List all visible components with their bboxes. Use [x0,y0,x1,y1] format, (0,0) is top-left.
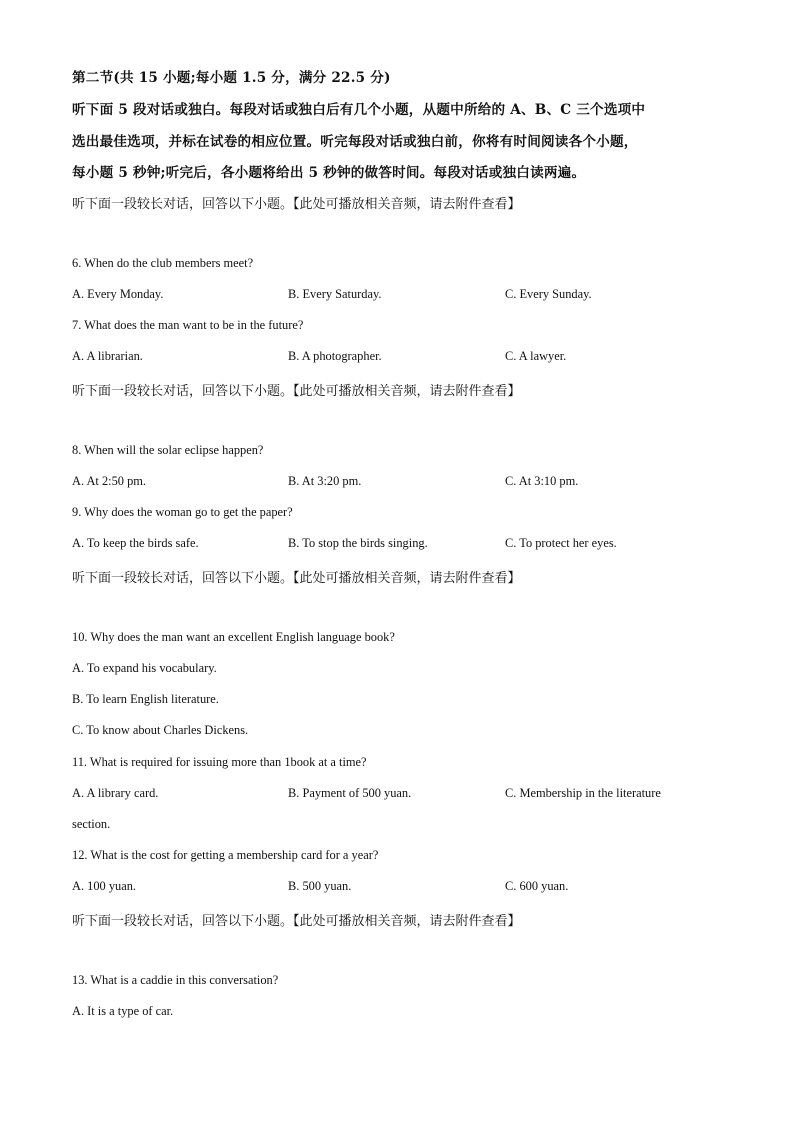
option-a: A. To keep the birds safe. [72,536,199,550]
question-13-option-a: A. It is a type of car. [72,1004,174,1018]
option-c: C. At 3:10 pm. [505,474,579,488]
question-6: 6. When do the club members meet? [72,256,254,270]
question-8-options [72,474,712,492]
section-title: 第二节(共 15 小题;每小题 1.5 分，满分 22.5 分) [72,70,391,86]
question-12-options [72,879,712,897]
question-11-option-c-continued: section. [72,817,111,831]
option-c: C. 600 yuan. [505,879,569,893]
audio-note: 听下面一段较长对话，回答以下小题。【此处可播放相关音频，请去附件查看】 [72,197,521,212]
instruction-line-1: 听下面 5 段对话或独白。每段对话或独白后有几个小题，从题中所给的 A、B、C 三个选项中 [72,102,646,118]
option-a: A. At 2:50 pm. [72,474,147,488]
question-7-options [72,349,712,367]
option-a: A. A library card. [72,786,159,800]
option-c: C. A lawyer. [505,349,567,363]
audio-note: 听下面一段较长对话，回答以下小题。【此处可播放相关音频，请去附件查看】 [72,914,521,929]
instruction-line-3: 每小题 5 秒钟;听完后，各小题将给出 5 秒钟的做答时间。每段对话或独白读两遍。 [72,165,586,181]
question-13: 13. What is a caddie in this conversation? [72,973,279,987]
option-a: A. Every Monday. [72,287,164,301]
audio-note: 听下面一段较长对话，回答以下小题。【此处可播放相关音频，请去附件查看】 [72,384,521,399]
question-10-option-b: B. To learn English literature. [72,692,219,706]
instruction-line-2: 选出最佳选项，并标在试卷的相应位置。听完每段对话或独白前，你将有时间阅读各个小题， [72,134,638,150]
option-c: C. Membership in the literature [505,786,661,800]
question-9-options [72,536,712,554]
question-9: 9. Why does the woman go to get the paper? [72,505,293,519]
question-11: 11. What is required for issuing more than 1book at a time? [72,755,367,769]
question-6-options [72,287,712,305]
option-a: A. 100 yuan. [72,879,137,893]
audio-note: 听下面一段较长对话，回答以下小题。【此处可播放相关音频，请去附件查看】 [72,571,521,586]
option-b: B. Every Saturday. [288,287,382,301]
option-b: B. 500 yuan. [288,879,352,893]
question-12: 12. What is the cost for getting a membership card for a year? [72,848,379,862]
question-10-option-a: A. To expand his vocabulary. [72,661,217,675]
question-11-options [72,786,712,804]
question-10: 10. Why does the man want an excellent English language book? [72,630,395,644]
option-b: B. Payment of 500 yuan. [288,786,412,800]
option-a: A. A librarian. [72,349,143,363]
option-b: B. To stop the birds singing. [288,536,428,550]
option-b: B. At 3:20 pm. [288,474,362,488]
question-8: 8. When will the solar eclipse happen? [72,443,264,457]
option-c: C. Every Sunday. [505,287,592,301]
question-7: 7. What does the man want to be in the future? [72,318,304,332]
option-b: B. A photographer. [288,349,382,363]
question-10-option-c: C. To know about Charles Dickens. [72,723,249,737]
option-c: C. To protect her eyes. [505,536,617,550]
